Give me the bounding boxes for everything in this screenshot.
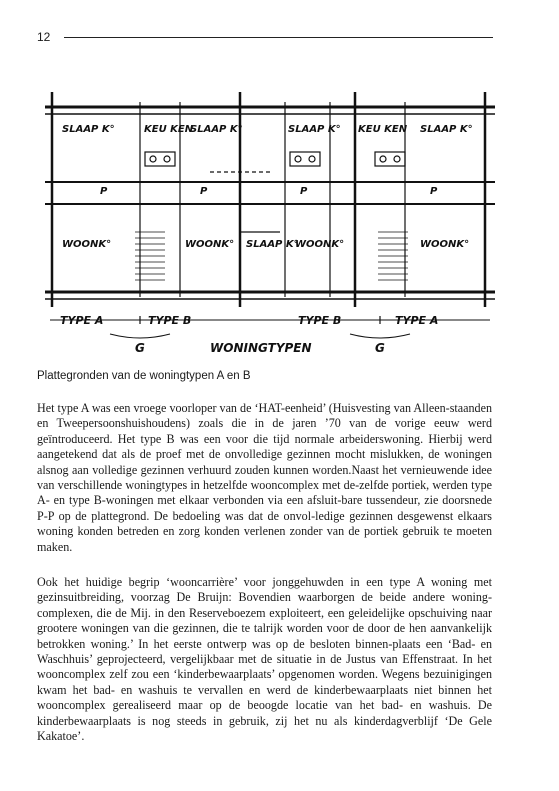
page-number: 12 [37,30,51,44]
room-label-woonk-2: WOONK° [185,239,235,250]
room-label-slaapk-5: SLAAP K° [246,239,299,250]
type-a-label-left: TYPE A [60,314,104,327]
type-b-label-left: TYPE B [148,314,192,327]
room-label-woonk-3: WOONK° [295,239,345,250]
room-label-keuken-1: KEU KEN [144,124,194,135]
room-label-woonk-1: WOONK° [62,239,112,250]
figure-title: WONINGTYPEN [210,341,312,355]
type-b-label-right: TYPE B [298,314,342,327]
paragraph-2: Ook het huidige begrip ‘wooncarrière’ voor jonggehuwden in een type A woning met gezinsuitbreiding, voorzag De Bruijn: Bovendien waarborgen de beide andere woning-complexen, die de Mij. in den Reserveboezem exploiteert, een geleidelijke opschuiving naar grootere woningen van die gezinnen, die te talrijk worden voor de door de hen aanvankelijk betrokken woning.’ In het eerste ontwerp was op de besloten binnen-plaats een ‘Bad- en Waschhuis’ geprojecteerd, vergelijkbaar met de situatie in de Justus van Effenstraat. In het wooncomplex zelf zou een ‘kinderbewaarplaats’ opgenomen worden. Wegens bezuinigingen kwam het bad- en washuis te vervallen en werd de kinderbewaarplaats niet binnen het wooncomplex gerealiseerd maar op de beoogde locatie van het bad- en washuis. De kinderbewaarplaats is nog steeds in gebruik, zij het nu als kinderdagverblijf ‘De Gele Kakatoe’. [37,575,492,744]
figure-caption: Plattegronden van de woningtypen A en B [37,370,251,382]
paragraph-1: Het type A was een vroege voorloper van de ‘HAT-eenheid’ (Huisvesting van Alleen-staanden en Tweepersoonshuishoudens) zoals die in de jaren ’70 van de vorige eeuw werd geïntroduceerd. Het type B was een voor die tijd normale arbeiderswoning. Hierbij werd aangetekend dat als de proef met de onvolledige gezinnen mocht mislukken, de woningen alsnog aan volledige gezinnen verhuurd zouden kunnen worden.Naast het vernieuwende idee van verschillende woningtypes in hetzelfde wooncomplex met de-zelfde portiek, werden type A- en type B-woningen met elkaar verbonden via een afsluit-bare tussendeur, zie doorsnede P-P op de plattegrond. De bedoeling was dat de onvol-ledige gezinnen desgewenst elkaars woning konden betreden en zorg konden verlenen zonder van de portiek gebruik te moeten maken. [37,401,492,554]
g-label-right: G [375,341,385,355]
room-label-slaapk-2: SLAAP K° [190,124,243,135]
room-label-woonk-4: WOONK° [420,239,470,250]
type-a-label-right: TYPE A [395,314,439,327]
header-rule [64,37,493,38]
room-label-slaapk-1: SLAAP K° [62,124,115,135]
floor-plan-figure [40,52,500,362]
g-label-left: G [135,341,145,355]
room-label-p-3: P [300,186,308,197]
room-label-p-1: P [100,186,108,197]
room-label-slaapk-3: SLAAP K° [288,124,341,135]
room-label-keuken-2: KEU KEN [358,124,408,135]
room-label-p-2: P [200,186,208,197]
floor-plan-drawing [40,52,500,362]
room-label-slaapk-4: SLAAP K° [420,124,473,135]
room-label-p-4: P [430,186,438,197]
